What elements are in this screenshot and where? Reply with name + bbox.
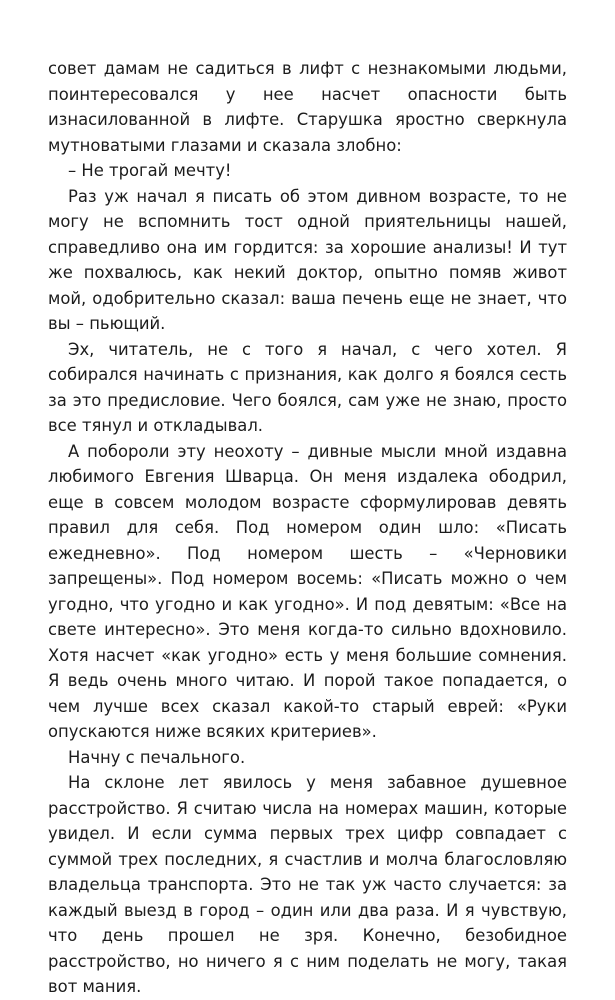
paragraph-toast: Раз уж начал я писать об этом дивном возрасте, то не могу не вспомнить тост одной приятельницы нашей, справедливо она им гордится: за хорошие анализы! И тут же похвалюсь, как некий доктор, опытно помяв живот мой, одобрительно сказал: ваша печень еще не знает, что вы – пьющий.: [48, 186, 567, 333]
paragraph-dialogue: – Не трогай мечту!: [68, 161, 232, 180]
paragraph-license-plates: На склоне лет явилось у меня забавное душевное расстройство. Я считаю числа на номерах машин, которые увидел. И если сумма первых трех цифр совпадает с суммой трех последних, я счастлив и молча благословляю владельца транспорта. Это не так уж часто случается: за каждый выезд в город – один или два раза. И я чувствую, что день прошел не зря. Конечно, безобидное расстройство, но ничего я с ним поделать не могу, такая вот мания.: [48, 773, 567, 996]
book-page-text: [48, 56, 567, 1000]
paragraph-continuation: совет дамам не садиться в лифт с незнакомыми людьми, поинтересовался у нее насчет опасности быть изнасилованной в лифте. Старушка яростно сверкнула мутноватыми глазами и сказала злобно:: [48, 59, 567, 155]
paragraph-sad-start: Начну с печального.: [68, 747, 246, 767]
paragraph-reader: Эх, читатель, не с того я начал, с чего хотел. Я собирался начинать с признания, как долго я боялся сесть за это предисловие. Чего боялся, сам уже не знаю, просто все тянул и откладывал.: [48, 339, 567, 435]
paragraph-schwartz: А побороли эту неохоту – дивные мысли мной издавна любимого Евгения Шварца. Он меня издалека ободрил, еще в совсем молодом возрасте сформулировав девять правил для себя. Под номером один шло: «Писать ежедневно». Под номером шесть – «Черновики запрещены». Под номером восемь: «Писать можно о чем угодно, что угодно и как угодно». И под девятым: «Все на свете интересно». Это меня когда-то сильно вдохновило. Хотя насчет «как угодно» есть у меня большие сомнения. Я ведь очень много читаю. И порой такое попадается, о чем лучше всех сказал какой-то старый еврей: «Руки опускаются ниже всяких критериев».: [48, 441, 567, 741]
